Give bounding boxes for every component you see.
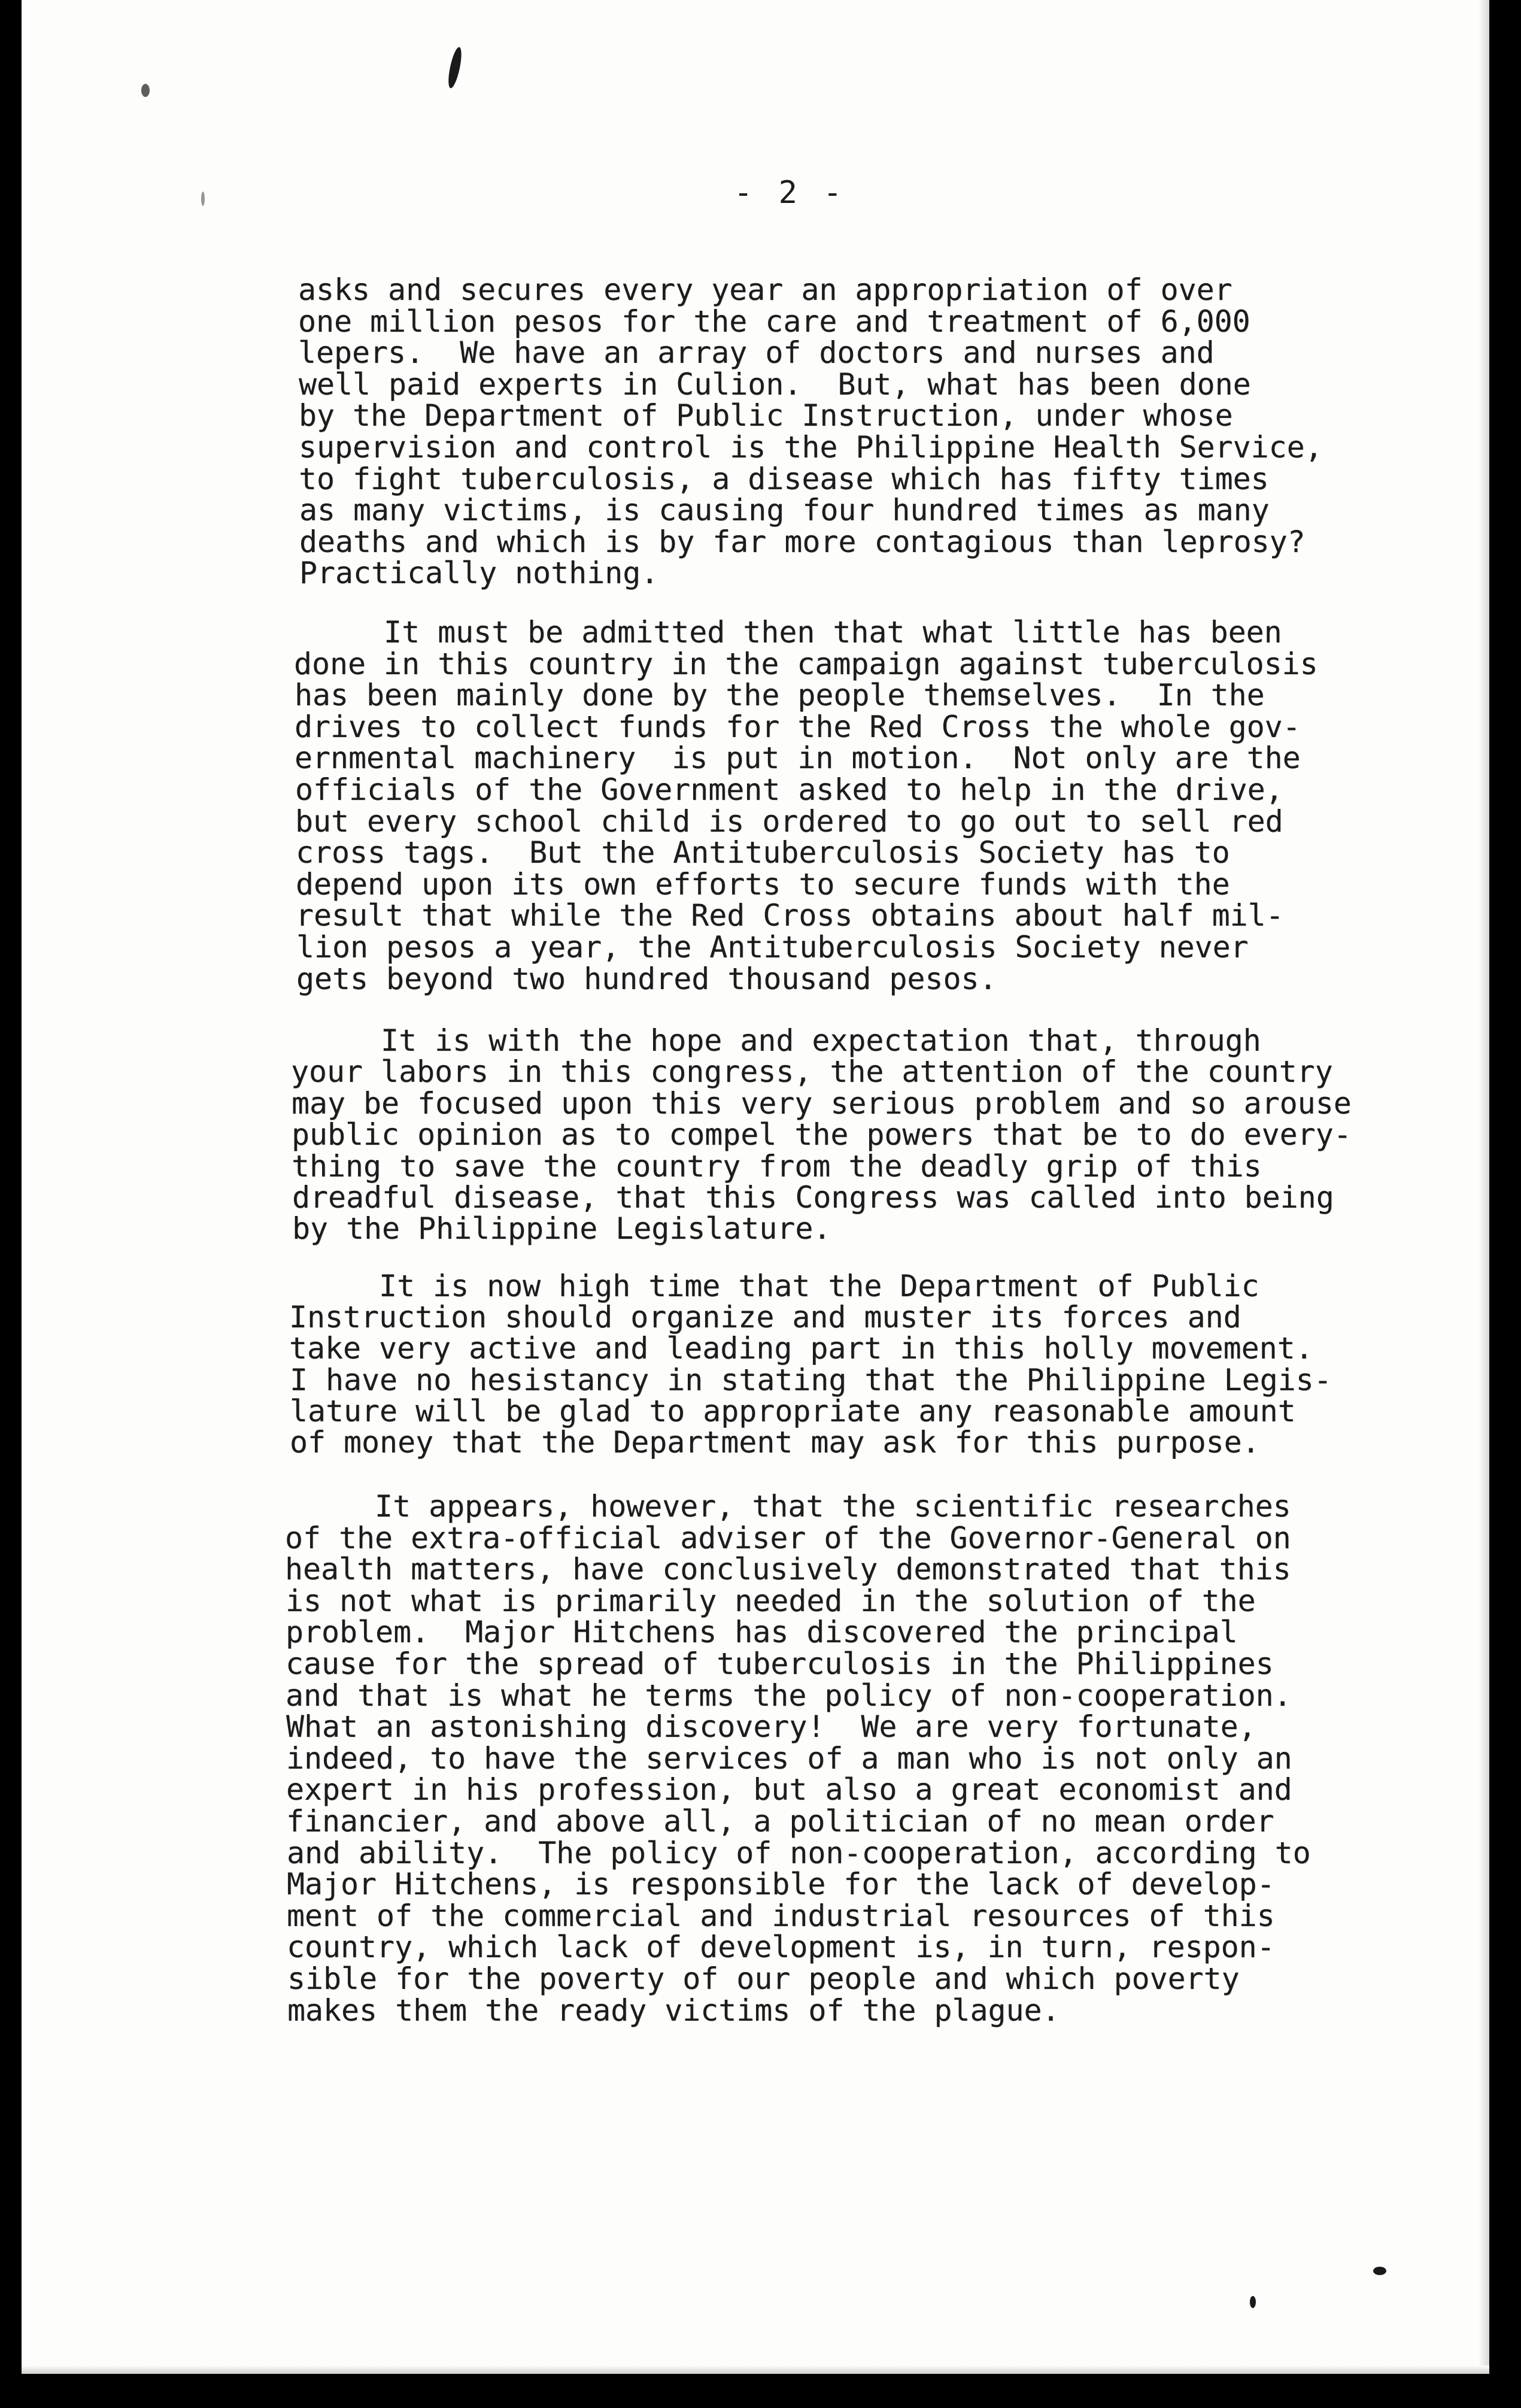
text-line: It must be admitted then that what little has been	[294, 615, 1282, 650]
text-line: What an astonishing discovery! We are very fortunate,	[286, 1709, 1256, 1745]
text-line: lion pesos a year, the Antituberculosis Society never	[296, 930, 1249, 965]
text-line: by the Department of Public Instruction, under whose	[298, 398, 1233, 433]
text-line: cause for the spread of tuberculosis in the Philippines	[286, 1646, 1274, 1681]
text-line: sible for the poverty of our people and which poverty	[287, 1961, 1240, 1996]
text-line: health matters, have conclusively demonstrated that this	[285, 1552, 1292, 1587]
text-line: financier, and above all, a politician of no mean order	[286, 1804, 1275, 1839]
text-line: cross tags. But the Antituberculosis Society has to	[295, 835, 1230, 871]
text-line: public opinion as to compel the powers that be to do every-	[291, 1117, 1352, 1153]
text-line: country, which lack of development is, in turn, respon-	[287, 1930, 1276, 1965]
page-number: - 2 -	[734, 175, 846, 211]
text-line: and that is what he terms the policy of non-cooperation.	[286, 1678, 1292, 1713]
text-line: drives to collect funds for the Red Cross the whole gov-	[295, 709, 1301, 744]
text-line: of the extra-official adviser of the Governor-General on	[285, 1520, 1291, 1555]
text-line: deaths and which is by far more contagious than leprosy?	[299, 524, 1306, 559]
text-line: your labors in this congress, the attention of the country	[291, 1054, 1334, 1090]
text-line: is not what is primarily needed in the solution of the	[285, 1583, 1256, 1618]
text-line: by the Philippine Legislature.	[292, 1211, 831, 1247]
text-line: gets beyond two hundred thousand pesos.	[296, 961, 997, 996]
text-line: thing to save the country from the deadly grip of this	[292, 1148, 1262, 1184]
text-line: one million pesos for the care and treatment of 6,000	[298, 304, 1250, 339]
text-line: done in this country in the campaign against tuberculosis	[294, 646, 1319, 681]
text-line: Instruction should organize and muster its forces and	[289, 1300, 1241, 1335]
text-line: of money that the Department may ask for this purpose.	[290, 1425, 1260, 1460]
scan-edge-bottom	[22, 2365, 1489, 2374]
text-line: indeed, to have the services of a man who is not only an	[286, 1740, 1292, 1776]
text-line: It is with the hope and expectation that, through	[291, 1023, 1261, 1058]
text-line: supervision and control is the Philippine Health Service,	[299, 430, 1323, 465]
text-line: result that while the Red Cross obtains about half mil-	[296, 898, 1284, 933]
text-line: Practically nothing.	[299, 556, 659, 591]
text-line: but every school child is ordered to go out to sell red	[295, 803, 1283, 839]
scan-edge-right	[1479, 0, 1489, 2374]
ink-blot	[1250, 2296, 1256, 2308]
text-line: expert in his profession, but also a great economist and	[286, 1772, 1292, 1807]
text-line: dreadful disease, that this Congress was called into being	[292, 1180, 1334, 1215]
text-line: I have no hesistancy in stating that the Philippine Legis-	[289, 1362, 1332, 1397]
ink-blot	[201, 192, 205, 206]
text-line: ment of the commercial and industrial resources of this	[287, 1898, 1275, 1933]
text-line: It appears, however, that the scientific researches	[285, 1489, 1291, 1524]
text-line: has been mainly done by the people themselves. In the	[294, 678, 1265, 713]
text-line: may be focused upon this very serious problem and so arouse	[291, 1085, 1352, 1121]
text-line: It is now high time that the Department of Public	[289, 1269, 1259, 1303]
text-line: and ability. The policy of non-cooperation, according to	[286, 1835, 1311, 1870]
text-line: lepers. We have an array of doctors and nurses and	[298, 335, 1215, 371]
text-line: depend upon its own efforts to secure funds with the	[295, 866, 1230, 902]
text-line: well paid experts in Culion. But, what has been done	[298, 366, 1251, 402]
text-line: ernmental machinery is put in motion. Not only are the	[295, 741, 1301, 776]
text-line: take very active and leading part in this holly movement.	[289, 1331, 1314, 1366]
text-line: Major Hitchens, is responsible for the lack of develop-	[286, 1867, 1275, 1902]
text-line: lature will be glad to appropriate any reasonable amount	[289, 1393, 1296, 1429]
text-line: problem. Major Hitchens has discovered the principal	[285, 1615, 1238, 1650]
text-line: as many victims, is causing four hundred times as many	[299, 493, 1270, 528]
text-line: to fight tuberculosis, a disease which has fifty times	[299, 461, 1270, 496]
text-line: officials of the Government asked to help in the drive,	[295, 772, 1283, 807]
text-line: makes them the ready victims of the plague.	[287, 1992, 1060, 2028]
text-line: asks and secures every year an appropriation of over	[298, 272, 1232, 307]
document-page	[22, 0, 1489, 2374]
ink-blot	[141, 84, 150, 97]
ink-blot	[446, 46, 464, 89]
ink-blot	[1373, 2267, 1386, 2275]
